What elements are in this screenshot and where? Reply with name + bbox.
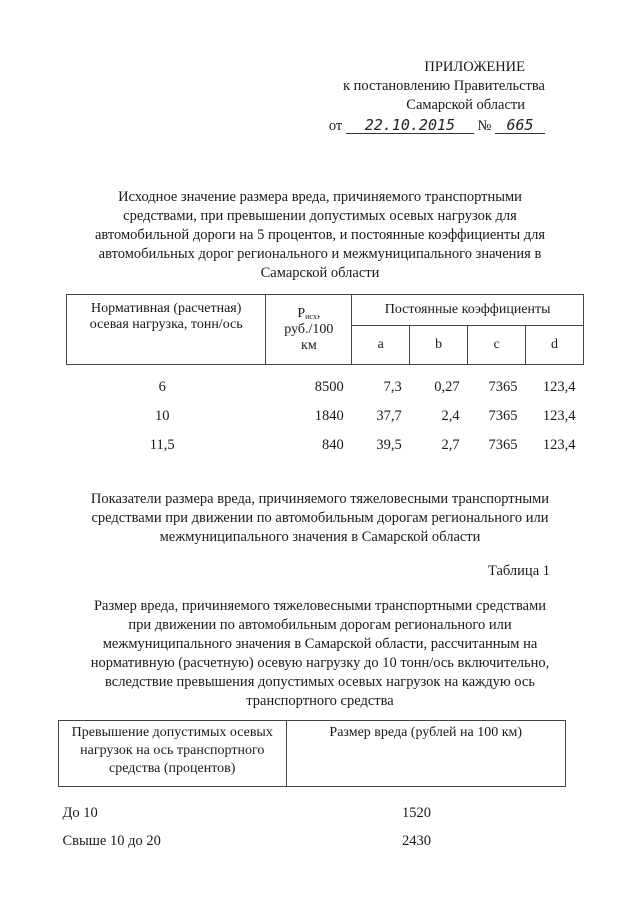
section1-title-line: автомобильной дороги на 5 процентов, и постоянные коэффициенты для: [94, 227, 546, 243]
header-axle-load-line2: осевая нагрузка, тонн/ось: [89, 317, 243, 332]
cell-load: 6: [158, 379, 166, 395]
header-base-damage-symbol: [272, 306, 345, 322]
header-constant-coefficients: Постоянные коэффициенты: [352, 295, 584, 326]
header-axle-load-line1: Нормативная (расчетная): [91, 301, 242, 316]
cell-b: 2,4: [441, 408, 460, 424]
cell-range: Свыше 10 до 20: [62, 832, 161, 849]
header-coef-d: d: [526, 326, 584, 365]
cell-range: До 10: [62, 804, 98, 821]
caption-line: вследствие превышения допустимых осевых нагрузок на каждую ось: [105, 674, 535, 690]
cell-p: 840: [322, 437, 344, 453]
section1-title-line: автомобильных дорог регионального и межмуниципального значения в: [98, 246, 542, 262]
cell-c: 7365: [488, 379, 518, 395]
header-axle-excess: [59, 721, 287, 787]
section1-title-line: средствами, при превышении допустимых осевых нагрузок для: [123, 208, 517, 224]
appendix-date-number: [300, 117, 545, 136]
cell-damage-value: 2430: [402, 832, 431, 849]
section1-title: [60, 188, 580, 283]
header-axle-excess-line3: средства (процентов): [109, 761, 236, 776]
appendix-line-region: Самарской области: [406, 97, 525, 113]
header-axle-load: [67, 295, 266, 365]
header-damage-size: Размер вреда (рублей на 100 км): [286, 721, 566, 787]
date-prefix: от: [328, 118, 343, 134]
header-base-damage: [266, 295, 352, 365]
section1-title-line: Самарской области: [260, 265, 380, 281]
cell-p: 1840: [314, 408, 344, 424]
p-subscript: исх: [305, 311, 317, 321]
number-prefix: №: [477, 118, 492, 134]
section2-title-line: средствами при движении по автомобильным дорогам регионального или: [91, 510, 549, 526]
cell-p: 8500: [314, 379, 344, 395]
cell-d: 123,4: [542, 437, 576, 453]
section2-title-line: межмуниципального значения в Самарской области: [159, 529, 481, 545]
appendix-title: ПРИЛОЖЕНИЕ: [424, 59, 525, 75]
header-coef-c: c: [468, 326, 526, 365]
table-label: Таблица 1: [487, 563, 550, 579]
caption-line: Размер вреда, причиняемого тяжеловесными транспортными средствами: [93, 598, 547, 614]
caption-line: при движении по автомобильным дорогам регионального или: [128, 617, 512, 633]
p-comma: ,: [316, 305, 321, 321]
section2-title-line: Показатели размера вреда, причиняемого тяжеловесными транспортными: [90, 491, 550, 507]
header-axle-excess-line2: нагрузок на ось транспортного: [80, 743, 265, 758]
cell-c: 7365: [488, 408, 518, 424]
cell-c: 7365: [488, 437, 518, 453]
table-row: [59, 827, 566, 855]
section1-title-line: Исходное значение размера вреда, причиняемого транспортными: [118, 189, 522, 205]
cell-a: 7,3: [383, 379, 402, 395]
section2-title: [60, 490, 580, 547]
table-row: [59, 787, 566, 828]
handwritten-date: 22.10.2015: [346, 117, 474, 134]
p-symbol: P: [297, 305, 306, 321]
table2-caption: [60, 597, 580, 711]
header-coef-a: a: [352, 326, 410, 365]
cell-a: 37,7: [376, 408, 402, 424]
cell-d: 123,4: [542, 408, 576, 424]
caption-line: транспортного средства: [246, 693, 394, 709]
appendix-line-resolution: к постановлению Правительства: [343, 78, 545, 94]
damage-table: [58, 720, 566, 855]
table-row: [67, 431, 584, 460]
cell-load: 11,5: [149, 437, 175, 453]
coefficients-table: [66, 294, 584, 460]
header-coef-b: b: [410, 326, 468, 365]
cell-load: 10: [154, 408, 170, 424]
cell-a: 39,5: [376, 437, 402, 453]
header-base-damage-unit1: руб./100: [284, 321, 334, 337]
cell-d: 123,4: [542, 379, 576, 395]
handwritten-number: 665: [495, 117, 545, 134]
header-axle-excess-line1: Превышение допустимых осевых: [71, 725, 273, 740]
header-base-damage-unit2: км: [301, 337, 317, 353]
appendix-header: [300, 58, 545, 136]
cell-b: 0,27: [434, 379, 460, 395]
table-row: [67, 365, 584, 403]
caption-line: межмуниципального значения в Самарской области, рассчитанным на: [102, 636, 538, 652]
cell-damage-value: 1520: [402, 804, 431, 821]
cell-b: 2,7: [441, 437, 460, 453]
caption-line: нормативную (расчетную) осевую нагрузку до 10 тонн/ось включительно,: [90, 655, 550, 671]
table-row: [67, 402, 584, 431]
